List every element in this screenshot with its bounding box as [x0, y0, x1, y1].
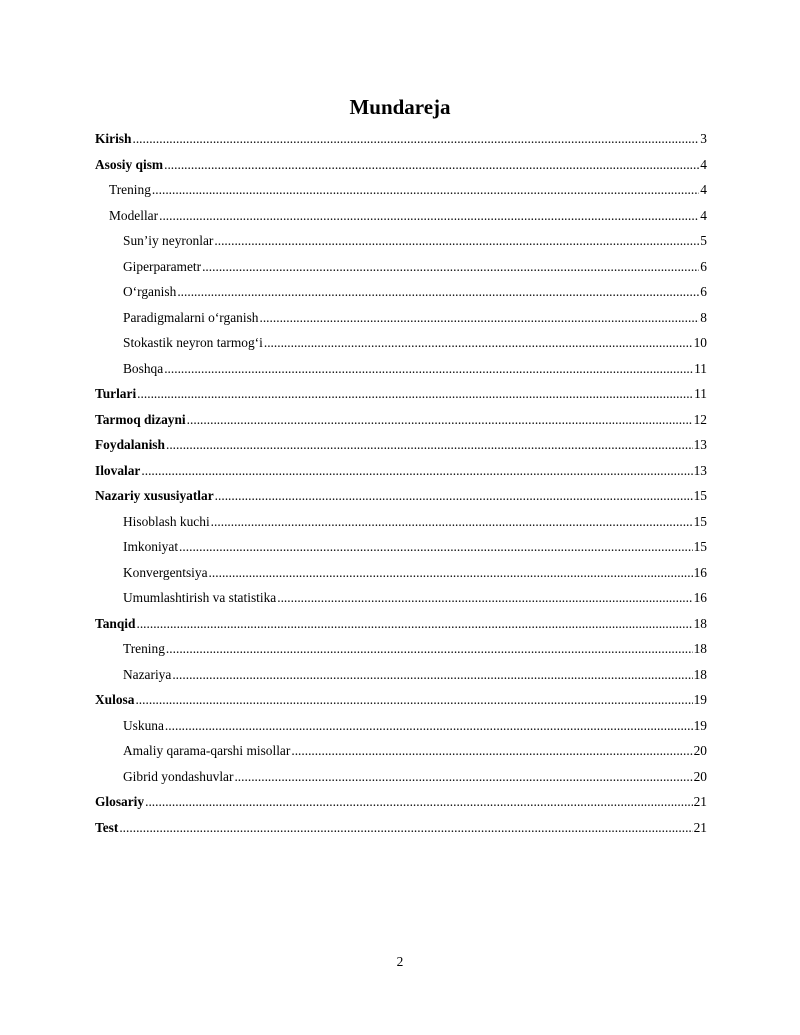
toc-entry[interactable] [95, 257, 707, 283]
toc-entry-label[interactable]: Tanqid [95, 615, 136, 631]
dot-leader [214, 231, 699, 251]
toc-entry-page[interactable]: 21 [693, 794, 707, 809]
toc-entry-page[interactable]: 4 [700, 207, 707, 223]
dot-leader [215, 486, 693, 506]
toc-entry-page[interactable]: 18 [693, 615, 707, 631]
toc-entry[interactable] [95, 384, 707, 410]
toc-entry[interactable] [95, 512, 707, 538]
dot-leader [211, 512, 693, 532]
dot-leader [187, 410, 693, 430]
dot-leader [179, 537, 693, 557]
toc-entry[interactable] [95, 461, 707, 487]
toc-entry[interactable] [95, 665, 707, 691]
dot-leader [166, 435, 693, 455]
toc-entry-label[interactable]: Hisoblash kuchi [123, 513, 210, 529]
toc-entry[interactable] [95, 690, 707, 716]
toc-entry-page[interactable]: 6 [700, 284, 707, 299]
toc-entry[interactable] [95, 639, 707, 665]
toc-entry-label[interactable]: Trening [109, 182, 151, 197]
toc-entry[interactable] [95, 155, 707, 181]
toc-entry[interactable] [95, 410, 707, 436]
toc-entry-label[interactable]: Glosariy [95, 794, 145, 809]
toc-entry[interactable] [95, 818, 707, 844]
toc-entry-page[interactable]: 11 [694, 360, 707, 376]
toc-entry[interactable] [95, 486, 707, 512]
dot-leader [136, 614, 692, 634]
toc-entry-page[interactable]: 8 [700, 309, 707, 325]
toc-entry-label[interactable]: Turlari [95, 386, 137, 401]
toc-entry-label[interactable]: Paradigmalarni o‘rganish [123, 309, 259, 325]
dot-leader [165, 716, 693, 736]
toc-entry-page[interactable]: 12 [693, 411, 707, 427]
dot-leader [166, 639, 693, 659]
toc-entry-page[interactable]: 19 [693, 692, 707, 707]
toc-entry-label[interactable]: Tarmoq dizayni [95, 411, 186, 427]
dot-leader [141, 461, 692, 481]
toc-entry-page[interactable]: 15 [693, 513, 707, 529]
toc-entry-page[interactable]: 4 [700, 156, 707, 172]
dot-leader [172, 665, 692, 685]
toc-entry[interactable] [95, 435, 707, 461]
toc-entry-label[interactable]: Foydalanish [95, 437, 165, 452]
page-title: Mundareja [349, 95, 451, 119]
dot-leader [234, 767, 692, 787]
toc-entry-label[interactable]: Trening [123, 641, 165, 656]
toc-entry-label[interactable]: Konvergentsiya [123, 564, 208, 580]
dot-leader [209, 563, 693, 583]
toc-entry-label[interactable]: Stokastik neyron tarmog‘i [123, 335, 263, 350]
toc-entry-page[interactable]: 16 [693, 564, 707, 580]
toc-entry-label[interactable]: Gibrid yondashuvlar [123, 768, 234, 784]
toc-entry-page[interactable]: 21 [693, 819, 707, 835]
toc-entry[interactable] [95, 129, 707, 155]
dot-leader [202, 257, 699, 277]
toc-entry-page[interactable]: 4 [700, 182, 707, 197]
dot-leader [137, 384, 693, 404]
toc-entry-page[interactable]: 13 [693, 462, 707, 478]
toc-entry[interactable] [95, 231, 707, 257]
dot-leader [177, 282, 699, 302]
toc-entry-page[interactable]: 10 [693, 335, 707, 350]
toc-entry-page[interactable]: 15 [693, 539, 707, 554]
table-of-contents [95, 129, 707, 843]
toc-entry-label[interactable]: Modellar [109, 207, 159, 223]
toc-entry-page[interactable]: 6 [700, 258, 707, 274]
dot-leader [164, 359, 693, 379]
toc-entry-page[interactable]: 13 [693, 437, 707, 452]
toc-entry-label[interactable]: Test [95, 819, 119, 835]
toc-entry-label[interactable]: O‘rganish [123, 284, 177, 299]
toc-entry-label[interactable]: Kirish [95, 131, 132, 146]
dot-leader [119, 818, 692, 838]
dot-leader [164, 155, 699, 175]
toc-entry[interactable] [95, 359, 707, 385]
toc-entry[interactable] [95, 282, 707, 308]
dot-leader [152, 180, 699, 200]
toc-entry-label[interactable]: Sun’iy neyronlar [123, 233, 214, 248]
toc-entry[interactable] [95, 767, 707, 793]
dot-leader [277, 588, 692, 608]
toc-entry-page[interactable]: 18 [693, 666, 707, 682]
toc-entry-page[interactable]: 16 [693, 590, 707, 605]
dot-leader [259, 308, 699, 328]
dot-leader [291, 741, 692, 761]
toc-entry[interactable] [95, 333, 707, 359]
toc-entry[interactable] [95, 716, 707, 742]
toc-entry-label[interactable]: Nazariy xususiyatlar [95, 488, 214, 503]
toc-entry[interactable] [95, 180, 707, 206]
dot-leader [132, 129, 699, 149]
page-number: 2 [396, 954, 404, 969]
toc-entry-label[interactable]: Ilovalar [95, 462, 141, 478]
toc-entry-label[interactable]: Giperparametr [123, 258, 202, 274]
toc-entry[interactable] [95, 741, 707, 767]
toc-entry-page[interactable]: 20 [693, 768, 707, 784]
toc-entry-label[interactable]: Amaliy qarama-qarshi misollar [123, 743, 291, 758]
toc-entry[interactable] [95, 308, 707, 334]
toc-entry[interactable] [95, 614, 707, 640]
toc-entry-label[interactable]: Umumlashtirish va statistika [123, 590, 277, 605]
toc-entry-label[interactable]: Uskuna [123, 717, 164, 733]
toc-entry-page[interactable]: 11 [694, 386, 707, 401]
dot-leader [159, 206, 699, 226]
toc-entry[interactable] [95, 537, 707, 563]
toc-entry-page[interactable]: 20 [693, 743, 707, 758]
toc-entry-label[interactable]: Nazariya [123, 666, 172, 682]
toc-entry-page[interactable]: 18 [693, 641, 707, 656]
toc-entry-page[interactable]: 3 [700, 131, 707, 146]
toc-entry-label[interactable]: Asosiy qism [95, 156, 164, 172]
toc-entry[interactable] [95, 206, 707, 232]
dot-leader [145, 792, 693, 812]
toc-entry-label[interactable]: Imkoniyat [123, 539, 179, 554]
toc-entry-page[interactable]: 15 [693, 488, 707, 503]
toc-entry-page[interactable]: 5 [700, 233, 707, 248]
dot-leader [135, 690, 692, 710]
toc-entry-label[interactable]: Boshqa [123, 360, 164, 376]
toc-entry-page[interactable]: 19 [693, 717, 707, 733]
toc-entry-label[interactable]: Xulosa [95, 692, 135, 707]
dot-leader [264, 333, 693, 353]
toc-entry[interactable] [95, 588, 707, 614]
toc-entry[interactable] [95, 563, 707, 589]
toc-entry[interactable] [95, 792, 707, 818]
